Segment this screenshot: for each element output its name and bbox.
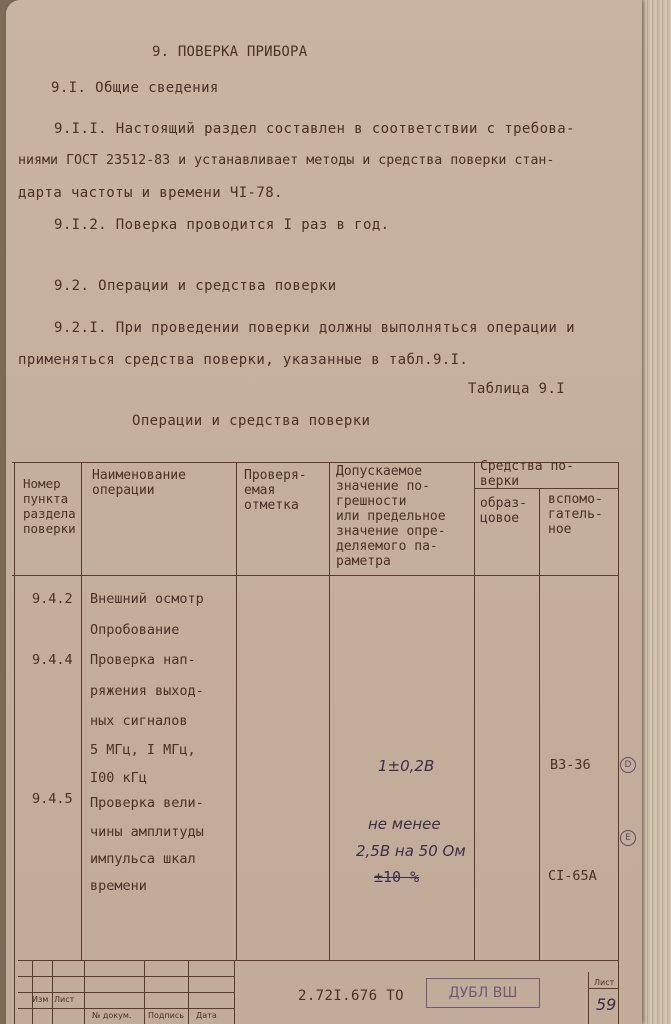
row-operation: I00 кГц	[90, 770, 147, 786]
row-operation: Опробование	[90, 622, 180, 638]
header-checked-mark: Проверя- емая отметка	[244, 468, 307, 513]
paragraph-9-2-1-line1: 9.2.I. При проведении поверки должны выполняться операции и	[54, 320, 575, 336]
title-block-col-date: Дата	[196, 1011, 217, 1020]
row-operation: времени	[90, 878, 147, 894]
table-left-border	[14, 462, 15, 1024]
header-bottom-border	[12, 575, 618, 576]
row-aux-instrument: В3-36	[550, 757, 591, 773]
paragraph-9-2: 9.2. Операции и средства поверки	[54, 278, 337, 294]
paragraph-9-2-1-line2: применяться средства поверки, указанные в табл.9.I.	[18, 352, 469, 368]
title-block-sheet-divider	[588, 988, 618, 989]
col-divider-4	[474, 462, 475, 960]
col-divider-1	[81, 462, 82, 960]
paragraph-9-1-1-line3: дарта частоты и времени ЧI-78.	[18, 185, 283, 201]
row-number: 9.4.2	[32, 591, 73, 607]
paragraph-9-1-1-line2: ниями ГОСТ 23512-83 и устанавливает методы и средства поверки стан-	[18, 153, 555, 168]
row-tolerance-crossed-out: ±10 %	[374, 868, 420, 886]
row-tolerance-handwritten: не менее	[368, 815, 441, 833]
margin-mark: D	[620, 757, 636, 773]
title-block-col-sign: Подпись	[148, 1011, 184, 1020]
header-tolerance: Допускаемое значение по- грешности или предельное значение опре- деляемого па- раметра	[336, 464, 446, 569]
header-item-number: Номер пункта раздела поверки	[23, 476, 76, 536]
paragraph-9-1: 9.I. Общие сведения	[51, 80, 219, 96]
row-operation: 5 МГц, I МГц,	[90, 742, 196, 758]
col-divider-2	[236, 462, 237, 960]
title-block-row	[18, 976, 234, 977]
col-divider-5	[539, 488, 540, 960]
row-aux-instrument: CI-65А	[548, 868, 597, 884]
row-tolerance-handwritten: 2,5В на 50 Ом	[356, 842, 466, 860]
title-block-top	[18, 960, 618, 961]
margin-mark: E	[620, 830, 636, 846]
row-number: 9.4.4	[32, 652, 73, 668]
row-operation: ных сигналов	[90, 713, 188, 729]
row-operation: Проверка нап-	[90, 652, 196, 668]
paragraph-9-1-1-line1: 9.I.I. Настоящий раздел составлен в соответствии с требова-	[54, 121, 575, 137]
row-operation: Внешний осмотр	[90, 591, 204, 607]
header-auxiliary: вспомо- гатель- ное	[548, 492, 603, 537]
title-block-row	[18, 992, 234, 993]
table-label: Таблица 9.I	[468, 381, 566, 397]
row-operation: импульса шкал	[90, 851, 196, 867]
header-reference: образ- цовое	[480, 496, 527, 526]
table-right-border	[618, 462, 619, 1024]
duplicate-stamp: ДУБЛ ВШ	[426, 978, 540, 1008]
document-number: 2.72I.676 ТО	[298, 988, 404, 1004]
document-sheet	[6, 0, 642, 1024]
row-tolerance-handwritten: 1±0,2В	[378, 757, 435, 775]
sheet-label: Лист	[594, 978, 615, 987]
header-verification-means: Средства по- верки	[480, 459, 574, 489]
table-title: Операции и средства поверки	[132, 413, 371, 429]
paragraph-9-1-2: 9.I.2. Поверка проводится I раз в год.	[54, 217, 390, 233]
title-block-divider	[234, 960, 235, 1024]
title-block-col-list: Лист	[54, 995, 75, 1004]
title-block-col-izm: Изм	[32, 995, 49, 1004]
col-divider-3	[329, 462, 330, 960]
row-operation: чины амплитуды	[90, 824, 204, 840]
title-block-row	[18, 1008, 234, 1009]
title-block-col-doc: № докум.	[92, 1011, 132, 1020]
row-operation: ряжения выход-	[90, 683, 204, 699]
section-title: 9. ПОВЕРКА ПРИБОРА	[152, 44, 308, 60]
row-operation: Проверка вели-	[90, 795, 204, 811]
title-block-divider	[588, 972, 589, 1024]
header-operation-name: Наименование операции	[92, 468, 186, 498]
sheet-number: 59	[596, 995, 617, 1014]
row-number: 9.4.5	[32, 791, 73, 807]
